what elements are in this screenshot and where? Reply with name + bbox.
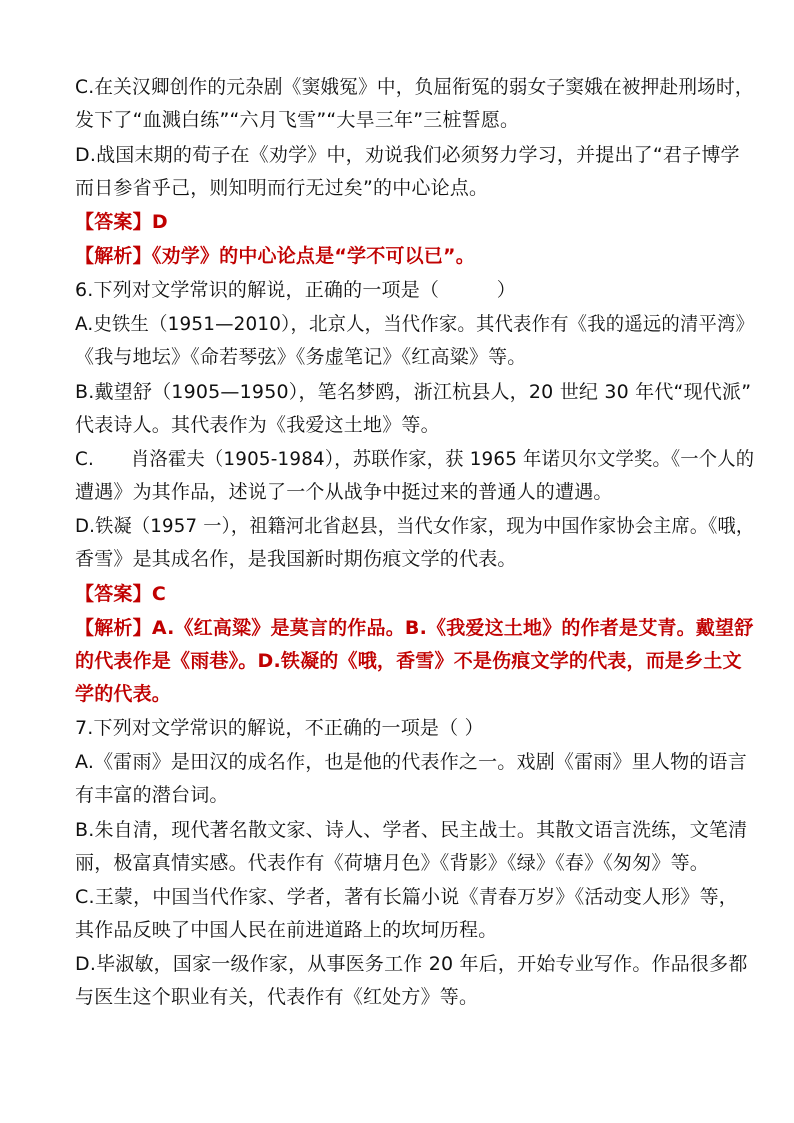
q6-answer-value: C	[151, 583, 166, 605]
q6-option-b-line2: 代表诗人。其代表作为《我爱这土地》等。	[75, 414, 440, 436]
q7-option-d-line1: D.毕淑敏，国家一级作家，从事医务工作 20 年后，开始专业写作。作品很多都	[75, 953, 748, 975]
q6-option-c-line2: 遭遇》为其作品，述说了一个从战争中挺过来的普通人的遭遇。	[75, 481, 613, 503]
q6-option-a-line2: 《我与地坛》《命若琴弦》《务虚笔记》《红高粱》等。	[75, 346, 527, 368]
q5-answer-value: D	[151, 211, 168, 233]
q7-option-b-line2: 丽，极富真情实感。代表作有《荷塘月色》《背影》《绿》《春》《匆匆》等。	[75, 852, 710, 874]
q6-analysis-line3: 学的代表。	[75, 683, 172, 705]
q5-analysis-text: 《劝学》的中心论点是“学不可以已”。	[151, 245, 475, 267]
q6-option-c-line1: C. 肖洛霍夫（1905-1984），苏联作家，获 1965 年诺贝尔文学奖。《一个人的	[75, 448, 755, 470]
q6-option-d-line2: 香雪》是其成名作，是我国新时期伤痕文学的代表。	[75, 548, 517, 570]
q5-answer-label: 【答案】	[75, 211, 152, 233]
q6-analysis-line1	[75, 616, 753, 640]
q6-analysis-line2: 的代表作是《雨巷》。D.铁凝的《哦，香雪》不是伤痕文学的代表，而是乡土文	[75, 650, 742, 672]
q6-option-b-line1: B.戴望舒（1905—1950），笔名梦鸥，浙江杭县人，20 世纪 30 年代“现代派”	[75, 381, 752, 403]
q6-option-a-line1: A.史铁生（1951—2010），北京人，当代作家。其代表作有《我的遥远的清平湾》	[75, 313, 755, 335]
q5-option-d-line1: D.战国末期的荀子在《劝学》中，劝说我们必须努力学习，并提出了“君子博学	[75, 144, 740, 166]
q5-analysis	[75, 244, 475, 268]
q7-option-a-line1: A.《雷雨》是田汉的成名作，也是他的代表作之一。戏剧《雷雨》里人物的语言	[75, 751, 747, 773]
q5-option-c-line2: 发下了“血溅白练”“六月飞雪”“大旱三年”三桩誓愿。	[75, 109, 520, 131]
q7-option-c-line1: C.王蒙，中国当代作家、学者，著有长篇小说《青春万岁》《活动变人形》等，	[75, 886, 739, 908]
q6-option-d-line1: D.铁凝（1957 一），祖籍河北省赵县，当代女作家，现为中国作家协会主席。《哦，	[75, 515, 755, 537]
q6-answer	[75, 582, 166, 606]
q7-option-a-line2: 有丰富的潜台词。	[75, 784, 229, 806]
q7-option-b-line1: B.朱自清，现代著名散文家、诗人、学者、民主战士。其散文语言洗练，文笔清	[75, 819, 748, 841]
q6-analysis-label: 【解析】	[75, 617, 152, 639]
q5-option-c-line1: C.在关汉卿创作的元杂剧《窦娥冤》中，负屈衔冤的弱女子窦娥在被押赴刑场时，	[75, 76, 754, 98]
q7-option-d-line2: 与医生这个职业有关，代表作有《红处方》等。	[75, 986, 479, 1008]
q7-stem: 7.下列对文学常识的解说，不正确的一项是（ ）	[75, 717, 484, 739]
q5-analysis-label: 【解析】	[75, 245, 152, 267]
q7-option-c-line2: 其作品反映了中国人民在前进道路上的坎坷历程。	[75, 919, 498, 941]
q6-analysis-text1: A.《红高粱》是莫言的作品。B.《我爱这土地》的作者是艾青。戴望舒	[151, 617, 754, 639]
q5-option-d-line2: 而日参省乎己，则知明而行无过矣”的中心论点。	[75, 177, 489, 199]
q5-answer	[75, 210, 168, 234]
q6-stem: 6.下列对文学常识的解说，正确的一项是（ ）	[75, 279, 516, 301]
q6-answer-label: 【答案】	[75, 583, 152, 605]
